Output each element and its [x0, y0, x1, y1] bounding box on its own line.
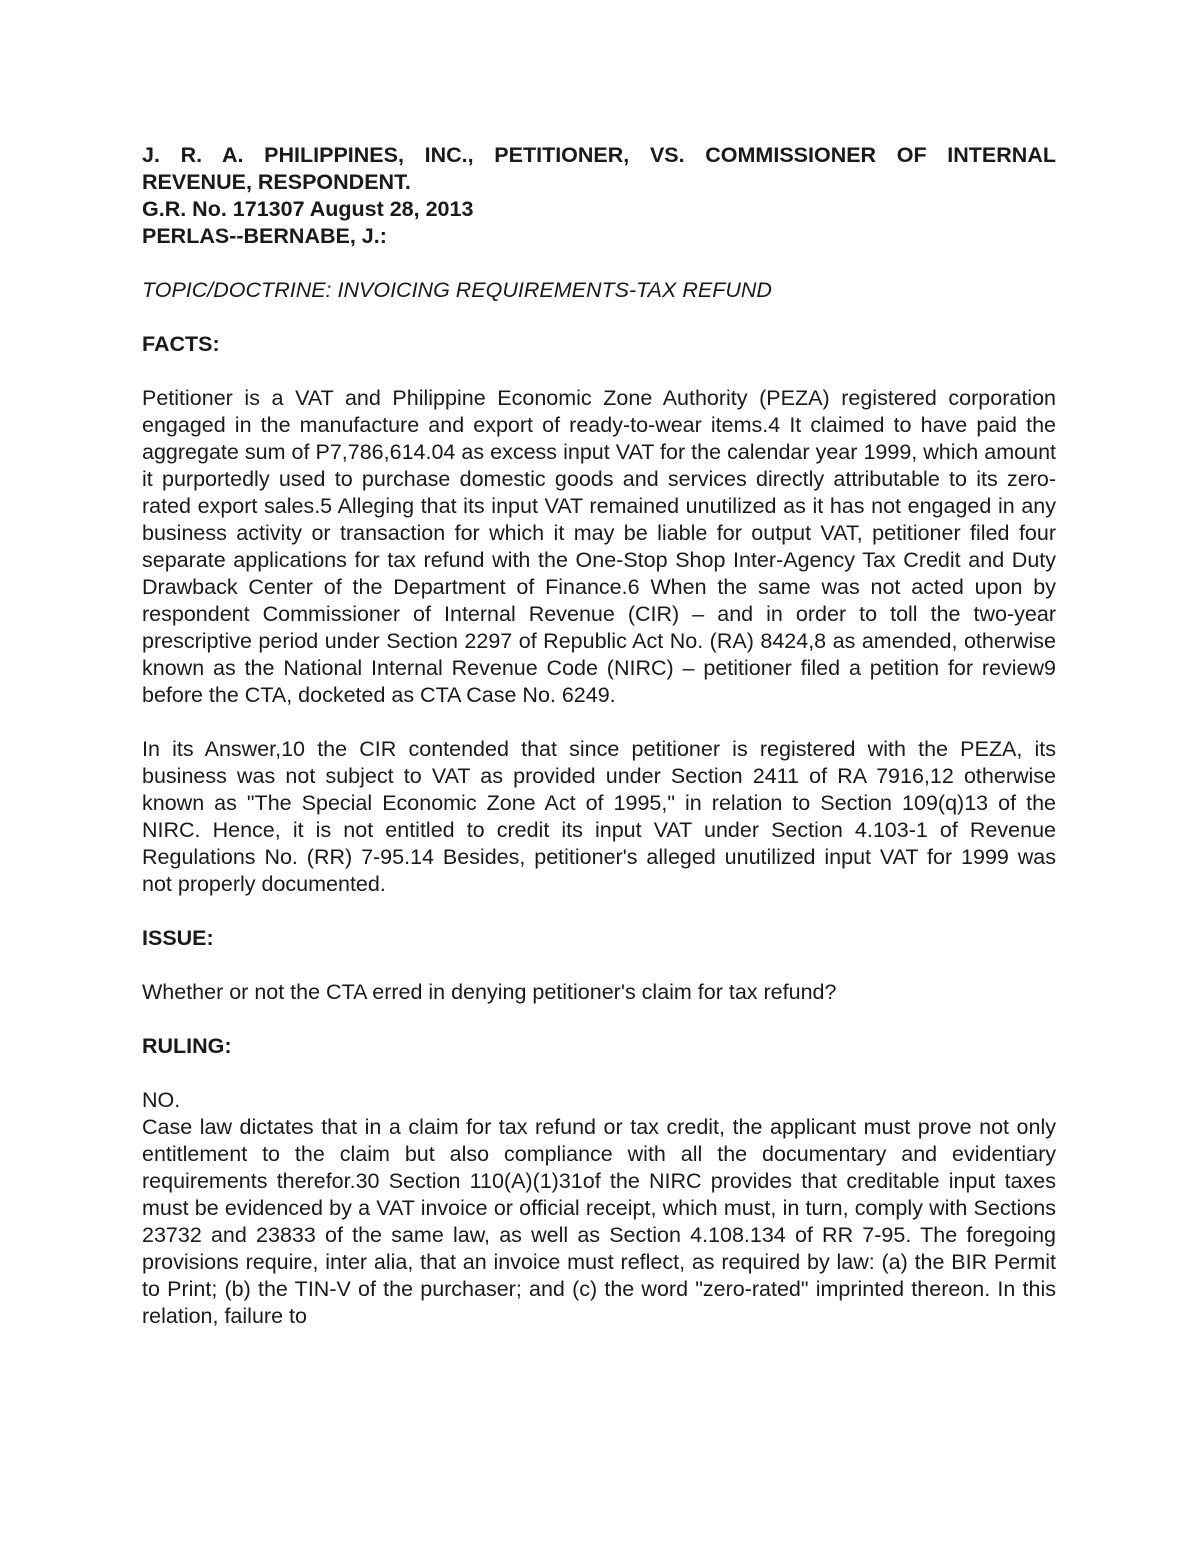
- case-ponente: PERLAS--BERNABE, J.:: [142, 224, 387, 248]
- topic-doctrine: TOPIC/DOCTRINE: INVOICING REQUIREMENTS-TAX REFUND: [142, 278, 772, 302]
- facts-paragraph-2: In its Answer,10 the CIR contended that since petitioner is registered with the PEZA, its business was not subject to VAT as provided under Section 2411 of RA 7916,12 otherwise known as "The Special Economic Zone Act of 1995," in relation to Section 109(q)13 of the NIRC. Hence, it is not entitled to credit its input VAT under Section 4.103-1 of Revenue Regulations No. (RR) 7-95.14 Besides, petitioner's alleged unutilized input VAT for 1999 was not properly documented.: [142, 737, 1056, 896]
- case-title-line-2: REVENUE, RESPONDENT.: [142, 170, 411, 194]
- case-gr-number: G.R. No. 171307 August 28, 2013: [142, 197, 474, 221]
- issue-text: Whether or not the CTA erred in denying petitioner's claim for tax refund?: [142, 980, 837, 1004]
- ruling-heading: RULING:: [142, 1034, 232, 1058]
- case-heading: [142, 142, 1056, 250]
- ruling-paragraph-1: Case law dictates that in a claim for tax refund or tax credit, the applicant must prove not only entitlement to the claim but also compliance with all the documentary and evidentiary requirements therefor.30 Section 110(A)(1)31of the NIRC provides that creditable input taxes must be evidenced by a VAT invoice or official receipt, which must, in turn, comply with Sections 23732 and 23833 of the same law, as well as Section 4.108.134 of RR 7-95. The foregoing provisions require, inter alia, that an invoice must reflect, as required by law: (a) the BIR Permit to Print; (b) the TIN-V of the purchaser; and (c) the word "zero-rated" imprinted thereon. In this relation, failure to: [142, 1115, 1056, 1328]
- facts-heading: FACTS:: [142, 332, 220, 356]
- issue-heading: ISSUE:: [142, 926, 214, 950]
- facts-paragraph-1: Petitioner is a VAT and Philippine Economic Zone Authority (PEZA) registered corporation engaged in the manufacture and export of ready-to-wear items.4 It claimed to have paid the aggregate sum of P7,786,614.04 as excess input VAT for the calendar year 1999, which amount it purportedly used to purchase domestic goods and services directly attributable to its zero-rated export sales.5 Alleging that its input VAT remained unutilized as it has not engaged in any business activity or transaction for which it may be liable for output VAT, petitioner filed four separate applications for tax refund with the One-Stop Shop Inter-Agency Tax Credit and Duty Drawback Center of the Department of Finance.6 When the same was not acted upon by respondent Commissioner of Internal Revenue (CIR) – and in order to toll the two-year prescriptive period under Section 2297 of Republic Act No. (RA) 8424,8 as amended, otherwise known as the National Internal Revenue Code (NIRC) – petitioner filed a petition for review9 before the CTA, docketed as CTA Case No. 6249.: [142, 386, 1056, 707]
- document-page: [142, 142, 1056, 1330]
- case-title-line-1: J. R. A. PHILIPPINES, INC., PETITIONER, VS. COMMISSIONER OF INTERNAL: [142, 143, 1056, 167]
- ruling-answer: NO.: [142, 1088, 181, 1112]
